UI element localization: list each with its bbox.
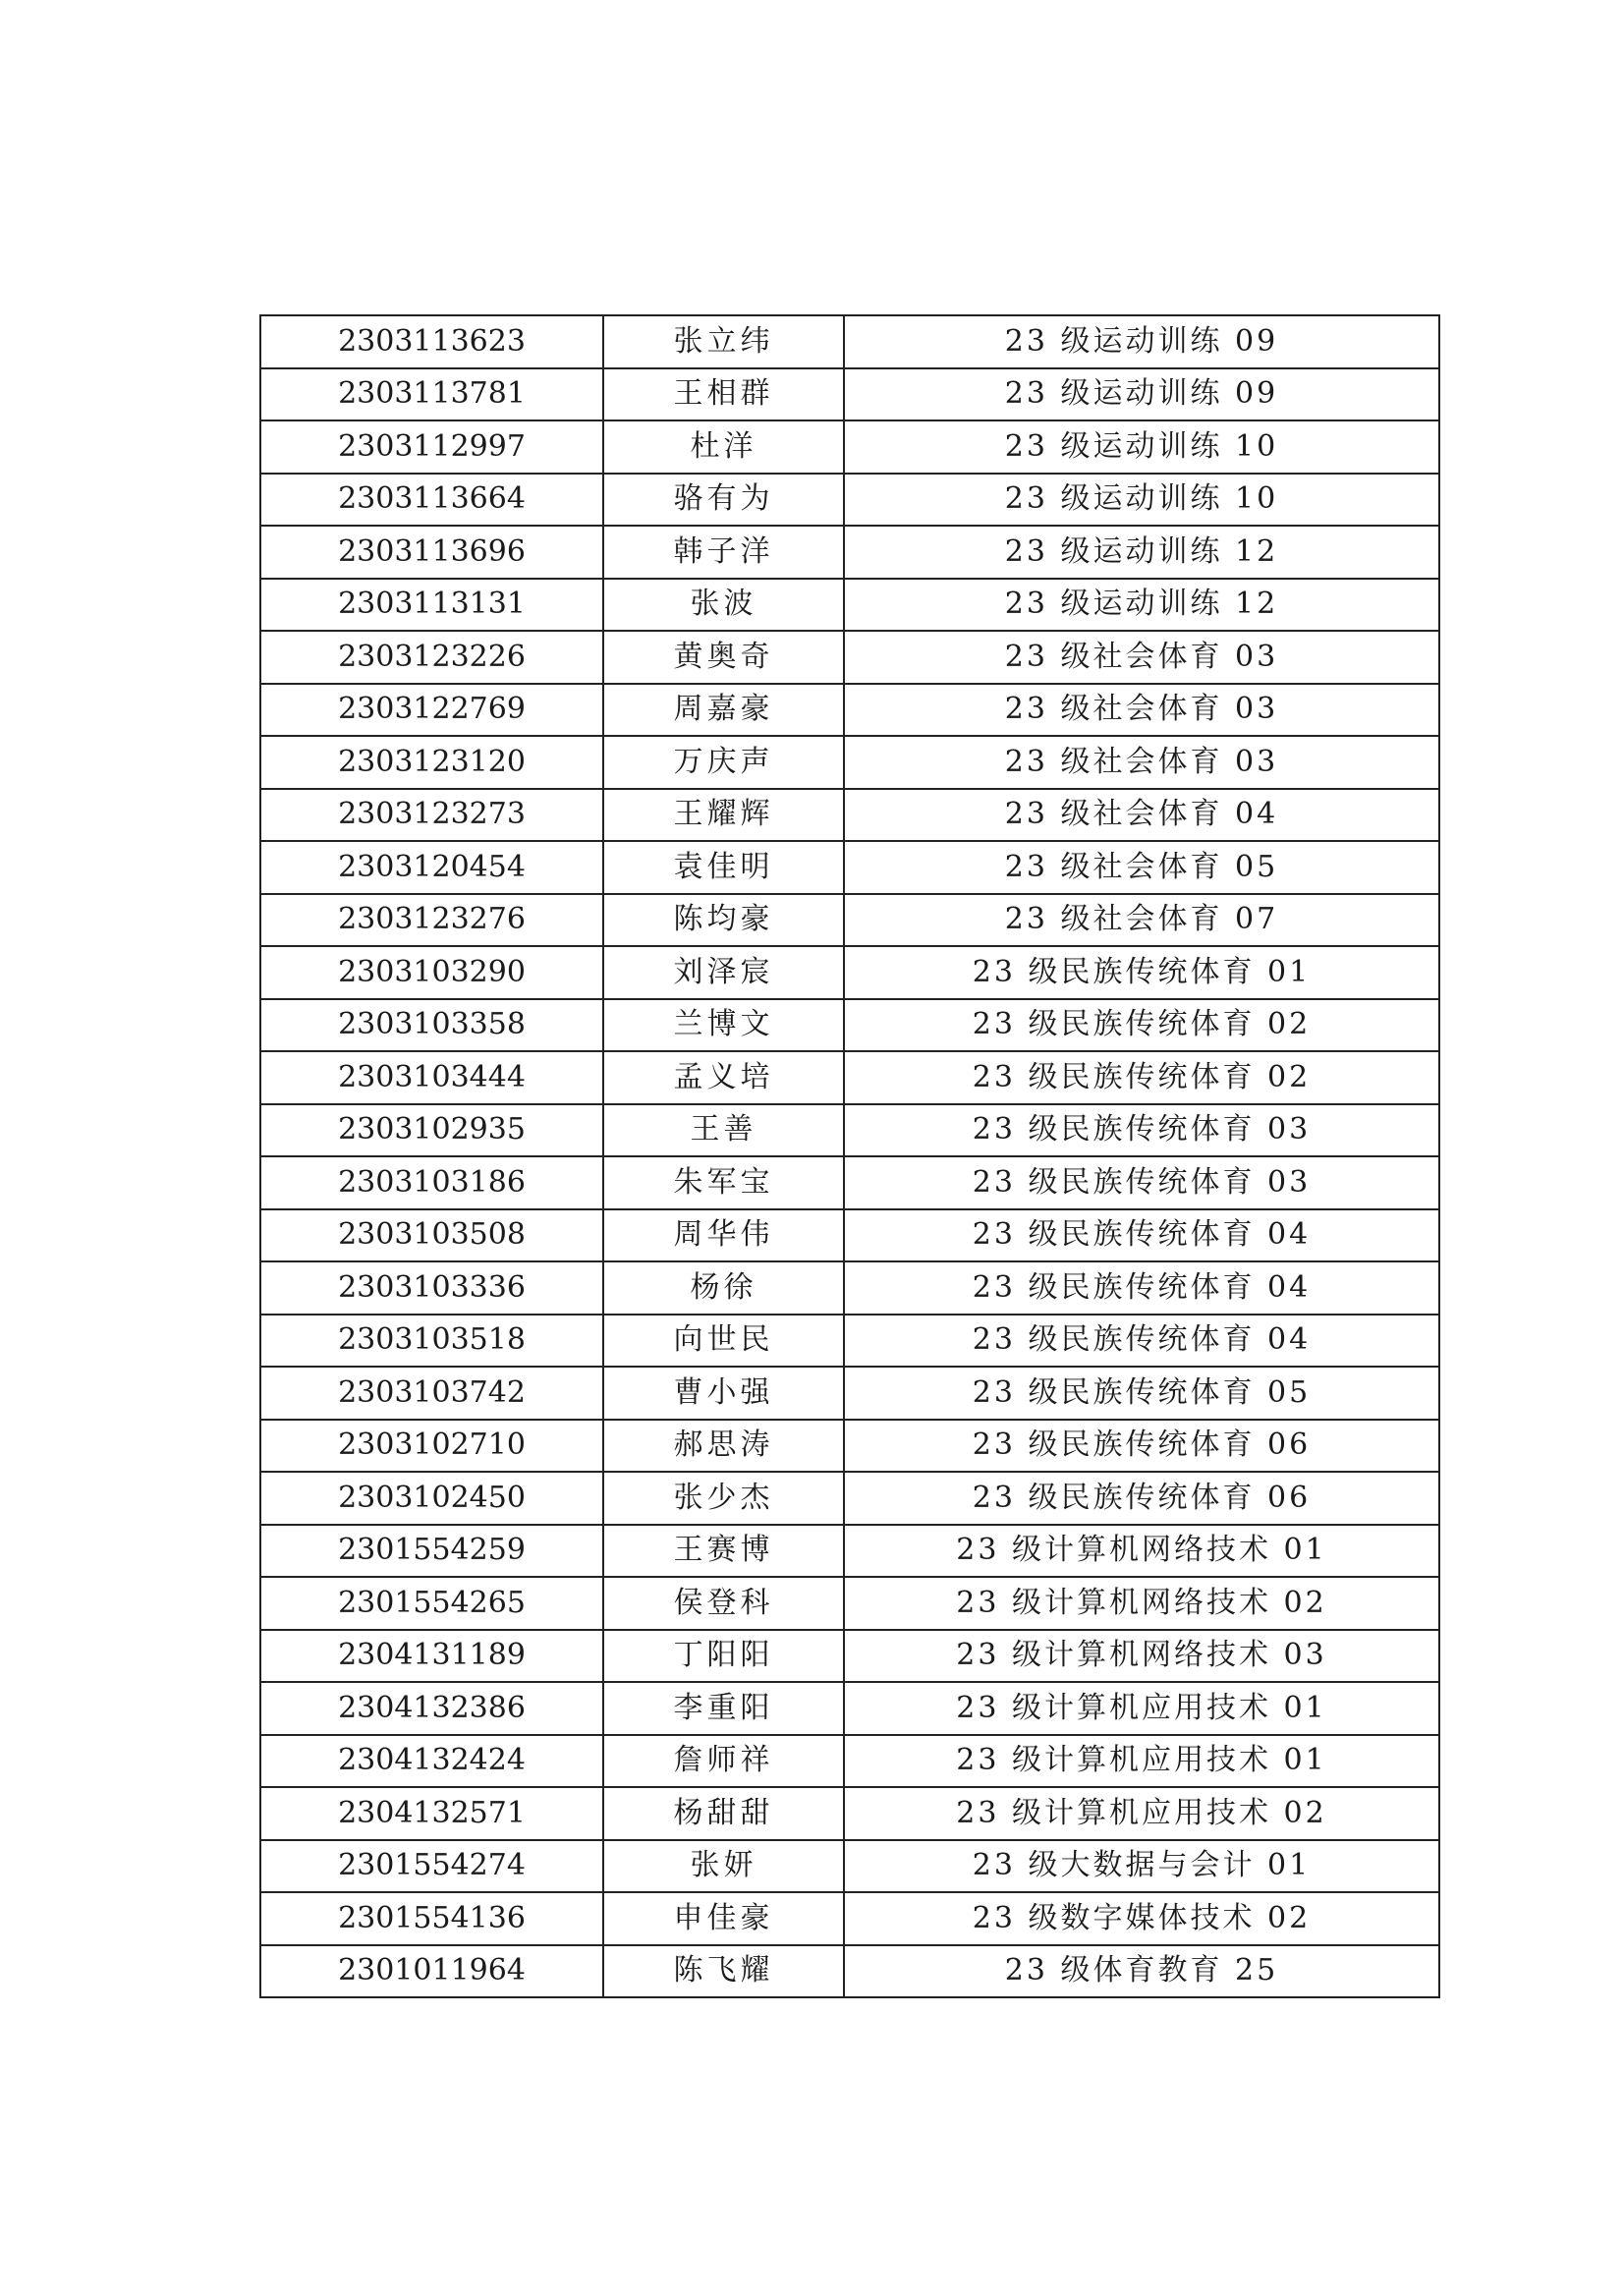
student-name-cell: 万庆声 xyxy=(603,736,844,789)
student-id-cell: 2303112997 xyxy=(260,420,603,474)
table-row xyxy=(260,1051,1439,1104)
class-name-cell: 23 级社会体育 03 xyxy=(844,736,1439,789)
table-row xyxy=(260,1840,1439,1893)
student-id-cell: 2303103508 xyxy=(260,1209,603,1262)
table-row xyxy=(260,1261,1439,1315)
table-row xyxy=(260,1735,1439,1788)
class-name-cell: 23 级民族传统体育 04 xyxy=(844,1209,1439,1262)
class-name-cell: 23 级数字媒体技术 02 xyxy=(844,1892,1439,1945)
table-row xyxy=(260,1892,1439,1945)
student-id-cell: 2303102710 xyxy=(260,1420,603,1473)
class-name-cell: 23 级计算机应用技术 01 xyxy=(844,1682,1439,1735)
class-name-cell: 23 级民族传统体育 04 xyxy=(844,1315,1439,1368)
student-id-cell: 2304132424 xyxy=(260,1735,603,1788)
table-row xyxy=(260,631,1439,684)
student-list-table xyxy=(259,314,1440,1998)
table-row xyxy=(260,1104,1439,1157)
student-id-cell: 2303123276 xyxy=(260,894,603,947)
student-id-cell: 2303103290 xyxy=(260,946,603,999)
table-row xyxy=(260,894,1439,947)
class-name-cell: 23 级民族传统体育 02 xyxy=(844,1051,1439,1104)
class-name-cell: 23 级运动训练 10 xyxy=(844,420,1439,474)
class-name-cell: 23 级社会体育 04 xyxy=(844,789,1439,842)
student-id-cell: 2304132571 xyxy=(260,1787,603,1840)
table-row xyxy=(260,315,1439,368)
student-id-cell: 2301011964 xyxy=(260,1945,603,1998)
student-id-cell: 2301554136 xyxy=(260,1892,603,1945)
student-name-cell: 刘泽宸 xyxy=(603,946,844,999)
class-name-cell: 23 级民族传统体育 06 xyxy=(844,1420,1439,1473)
table-row xyxy=(260,1630,1439,1683)
table-row xyxy=(260,1787,1439,1840)
student-id-cell: 2303123273 xyxy=(260,789,603,842)
class-name-cell: 23 级社会体育 05 xyxy=(844,841,1439,894)
class-name-cell: 23 级民族传统体育 03 xyxy=(844,1104,1439,1157)
student-id-cell: 2303113781 xyxy=(260,368,603,421)
table-row xyxy=(260,1577,1439,1630)
student-name-cell: 张妍 xyxy=(603,1840,844,1893)
student-id-cell: 2303113131 xyxy=(260,579,603,632)
class-name-cell: 23 级社会体育 07 xyxy=(844,894,1439,947)
class-name-cell: 23 级社会体育 03 xyxy=(844,684,1439,737)
student-name-cell: 丁阳阳 xyxy=(603,1630,844,1683)
student-name-cell: 张立纬 xyxy=(603,315,844,368)
table-row xyxy=(260,1945,1439,1998)
student-id-cell: 2303102935 xyxy=(260,1104,603,1157)
class-name-cell: 23 级运动训练 09 xyxy=(844,368,1439,421)
table-row xyxy=(260,946,1439,999)
class-name-cell: 23 级计算机网络技术 02 xyxy=(844,1577,1439,1630)
table-row xyxy=(260,736,1439,789)
class-name-cell: 23 级民族传统体育 06 xyxy=(844,1472,1439,1525)
table-row xyxy=(260,1682,1439,1735)
table-row xyxy=(260,368,1439,421)
class-name-cell: 23 级计算机网络技术 01 xyxy=(844,1525,1439,1578)
student-name-cell: 张波 xyxy=(603,579,844,632)
class-name-cell: 23 级计算机应用技术 01 xyxy=(844,1735,1439,1788)
student-id-cell: 2303103518 xyxy=(260,1315,603,1368)
student-id-cell: 2303103742 xyxy=(260,1367,603,1420)
student-name-cell: 郝思涛 xyxy=(603,1420,844,1473)
student-name-cell: 王赛博 xyxy=(603,1525,844,1578)
table-row xyxy=(260,474,1439,527)
student-name-cell: 孟义培 xyxy=(603,1051,844,1104)
student-name-cell: 杨甜甜 xyxy=(603,1787,844,1840)
student-name-cell: 陈均豪 xyxy=(603,894,844,947)
student-name-cell: 申佳豪 xyxy=(603,1892,844,1945)
student-name-cell: 朱军宝 xyxy=(603,1156,844,1209)
class-name-cell: 23 级民族传统体育 02 xyxy=(844,999,1439,1052)
table-row xyxy=(260,1525,1439,1578)
student-name-cell: 曹小强 xyxy=(603,1367,844,1420)
class-name-cell: 23 级运动训练 10 xyxy=(844,474,1439,527)
table-row xyxy=(260,579,1439,632)
student-id-cell: 2304132386 xyxy=(260,1682,603,1735)
student-id-cell: 2303103186 xyxy=(260,1156,603,1209)
student-name-cell: 侯登科 xyxy=(603,1577,844,1630)
student-id-cell: 2303123120 xyxy=(260,736,603,789)
student-id-cell: 2303120454 xyxy=(260,841,603,894)
table-row xyxy=(260,1156,1439,1209)
class-name-cell: 23 级计算机应用技术 02 xyxy=(844,1787,1439,1840)
table-row xyxy=(260,1472,1439,1525)
student-name-cell: 周华伟 xyxy=(603,1209,844,1262)
student-name-cell: 王耀辉 xyxy=(603,789,844,842)
student-id-cell: 2303102450 xyxy=(260,1472,603,1525)
student-name-cell: 王相群 xyxy=(603,368,844,421)
student-name-cell: 袁佳明 xyxy=(603,841,844,894)
table-row xyxy=(260,1209,1439,1262)
class-name-cell: 23 级计算机网络技术 03 xyxy=(844,1630,1439,1683)
class-name-cell: 23 级民族传统体育 03 xyxy=(844,1156,1439,1209)
student-id-cell: 2303103444 xyxy=(260,1051,603,1104)
student-id-cell: 2301554265 xyxy=(260,1577,603,1630)
student-id-cell: 2303103336 xyxy=(260,1261,603,1315)
table-row xyxy=(260,526,1439,579)
table-row xyxy=(260,841,1439,894)
student-name-cell: 杜洋 xyxy=(603,420,844,474)
class-name-cell: 23 级民族传统体育 01 xyxy=(844,946,1439,999)
student-id-cell: 2303123226 xyxy=(260,631,603,684)
class-name-cell: 23 级民族传统体育 04 xyxy=(844,1261,1439,1315)
table-row xyxy=(260,684,1439,737)
class-name-cell: 23 级体育教育 25 xyxy=(844,1945,1439,1998)
student-id-cell: 2303113696 xyxy=(260,526,603,579)
table-row xyxy=(260,420,1439,474)
table-row xyxy=(260,1315,1439,1368)
table-row xyxy=(260,1420,1439,1473)
student-name-cell: 骆有为 xyxy=(603,474,844,527)
class-name-cell: 23 级运动训练 12 xyxy=(844,579,1439,632)
table-row xyxy=(260,999,1439,1052)
student-id-cell: 2304131189 xyxy=(260,1630,603,1683)
student-name-cell: 韩子洋 xyxy=(603,526,844,579)
class-name-cell: 23 级大数据与会计 01 xyxy=(844,1840,1439,1893)
class-name-cell: 23 级社会体育 03 xyxy=(844,631,1439,684)
student-name-cell: 詹师祥 xyxy=(603,1735,844,1788)
student-list-body xyxy=(260,315,1439,1997)
student-name-cell: 黄奥奇 xyxy=(603,631,844,684)
student-name-cell: 张少杰 xyxy=(603,1472,844,1525)
student-name-cell: 周嘉豪 xyxy=(603,684,844,737)
class-name-cell: 23 级运动训练 09 xyxy=(844,315,1439,368)
student-id-cell: 2301554274 xyxy=(260,1840,603,1893)
class-name-cell: 23 级运动训练 12 xyxy=(844,526,1439,579)
student-id-cell: 2303113664 xyxy=(260,474,603,527)
student-id-cell: 2303122769 xyxy=(260,684,603,737)
student-name-cell: 陈飞耀 xyxy=(603,1945,844,1998)
student-name-cell: 向世民 xyxy=(603,1315,844,1368)
student-name-cell: 李重阳 xyxy=(603,1682,844,1735)
table-row xyxy=(260,789,1439,842)
student-name-cell: 杨徐 xyxy=(603,1261,844,1315)
table-row xyxy=(260,1367,1439,1420)
student-id-cell: 2301554259 xyxy=(260,1525,603,1578)
student-name-cell: 王善 xyxy=(603,1104,844,1157)
class-name-cell: 23 级民族传统体育 05 xyxy=(844,1367,1439,1420)
student-id-cell: 2303113623 xyxy=(260,315,603,368)
student-id-cell: 2303103358 xyxy=(260,999,603,1052)
student-name-cell: 兰博文 xyxy=(603,999,844,1052)
